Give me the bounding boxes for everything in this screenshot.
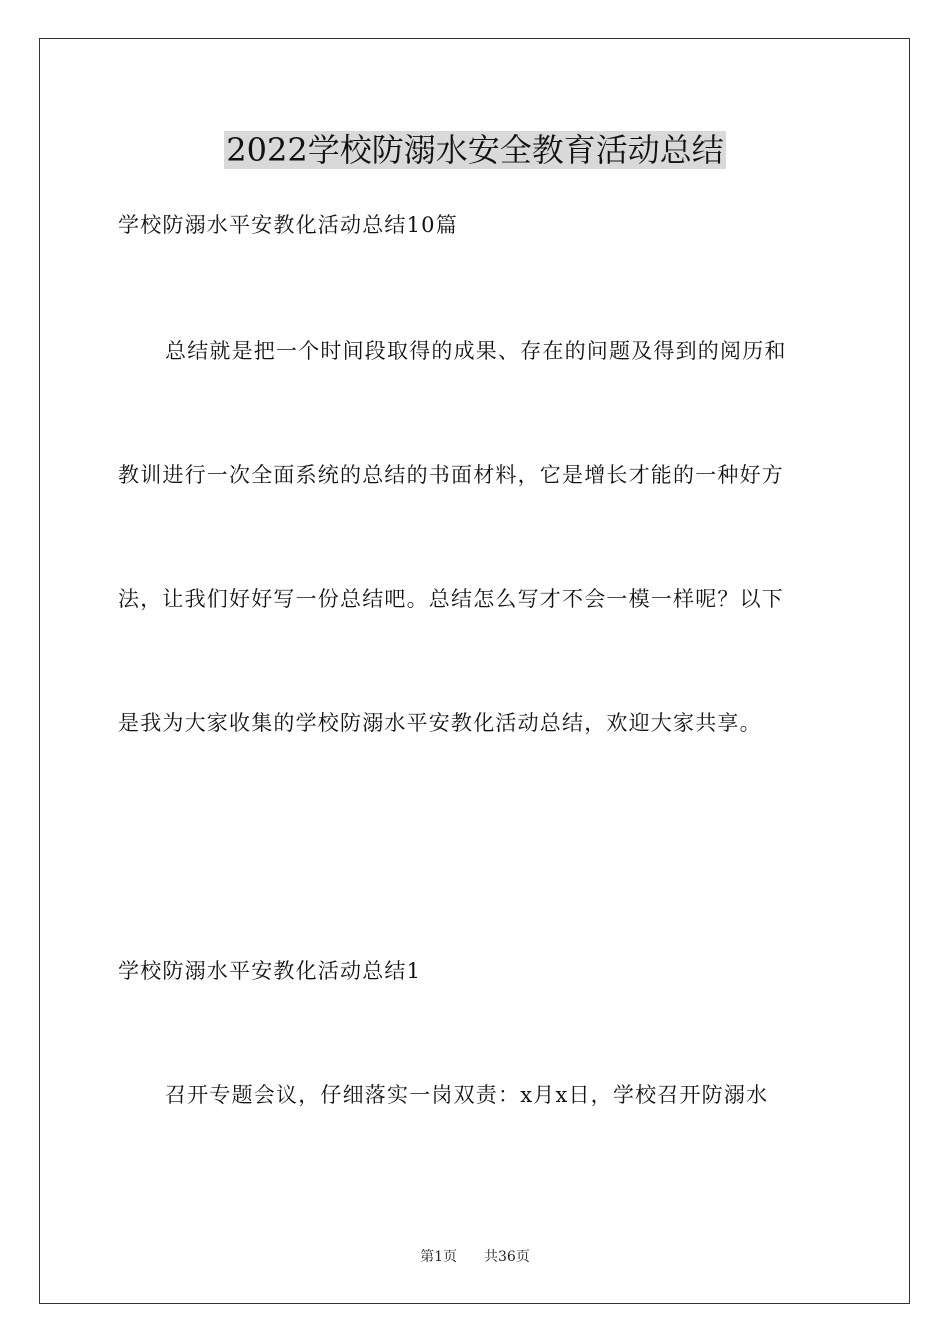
page-footer xyxy=(0,1247,950,1267)
intro-paragraph-line-4: 是我为大家收集的学校防溺水平安教化活动总结，欢迎大家共享。 xyxy=(118,711,762,735)
document-title xyxy=(0,128,950,172)
section-paragraph-line-1: 召开专题会议，仔细落实一岗双责：x月x日，学校召开防溺水 xyxy=(165,1083,769,1107)
section-heading: 学校防溺水平安教化活动总结1 xyxy=(118,959,422,983)
intro-paragraph-line-2: 教训进行一次全面系统的总结的书面材料，它是增长才能的一种好方 xyxy=(118,463,784,487)
document-subtitle: 学校防溺水平安教化活动总结10篇 xyxy=(118,213,458,237)
intro-paragraph-line-1: 总结就是把一个时间段取得的成果、存在的问题及得到的阅历和 xyxy=(165,339,787,363)
document-title-text: 2022学校防溺水安全教育活动总结 xyxy=(226,131,724,169)
page-number: 第1页 xyxy=(420,1249,458,1265)
intro-paragraph-line-3: 法，让我们好好写一份总结吧。总结怎么写才不会一模一样呢？以下 xyxy=(118,587,784,611)
page-total: 共36页 xyxy=(484,1249,530,1265)
